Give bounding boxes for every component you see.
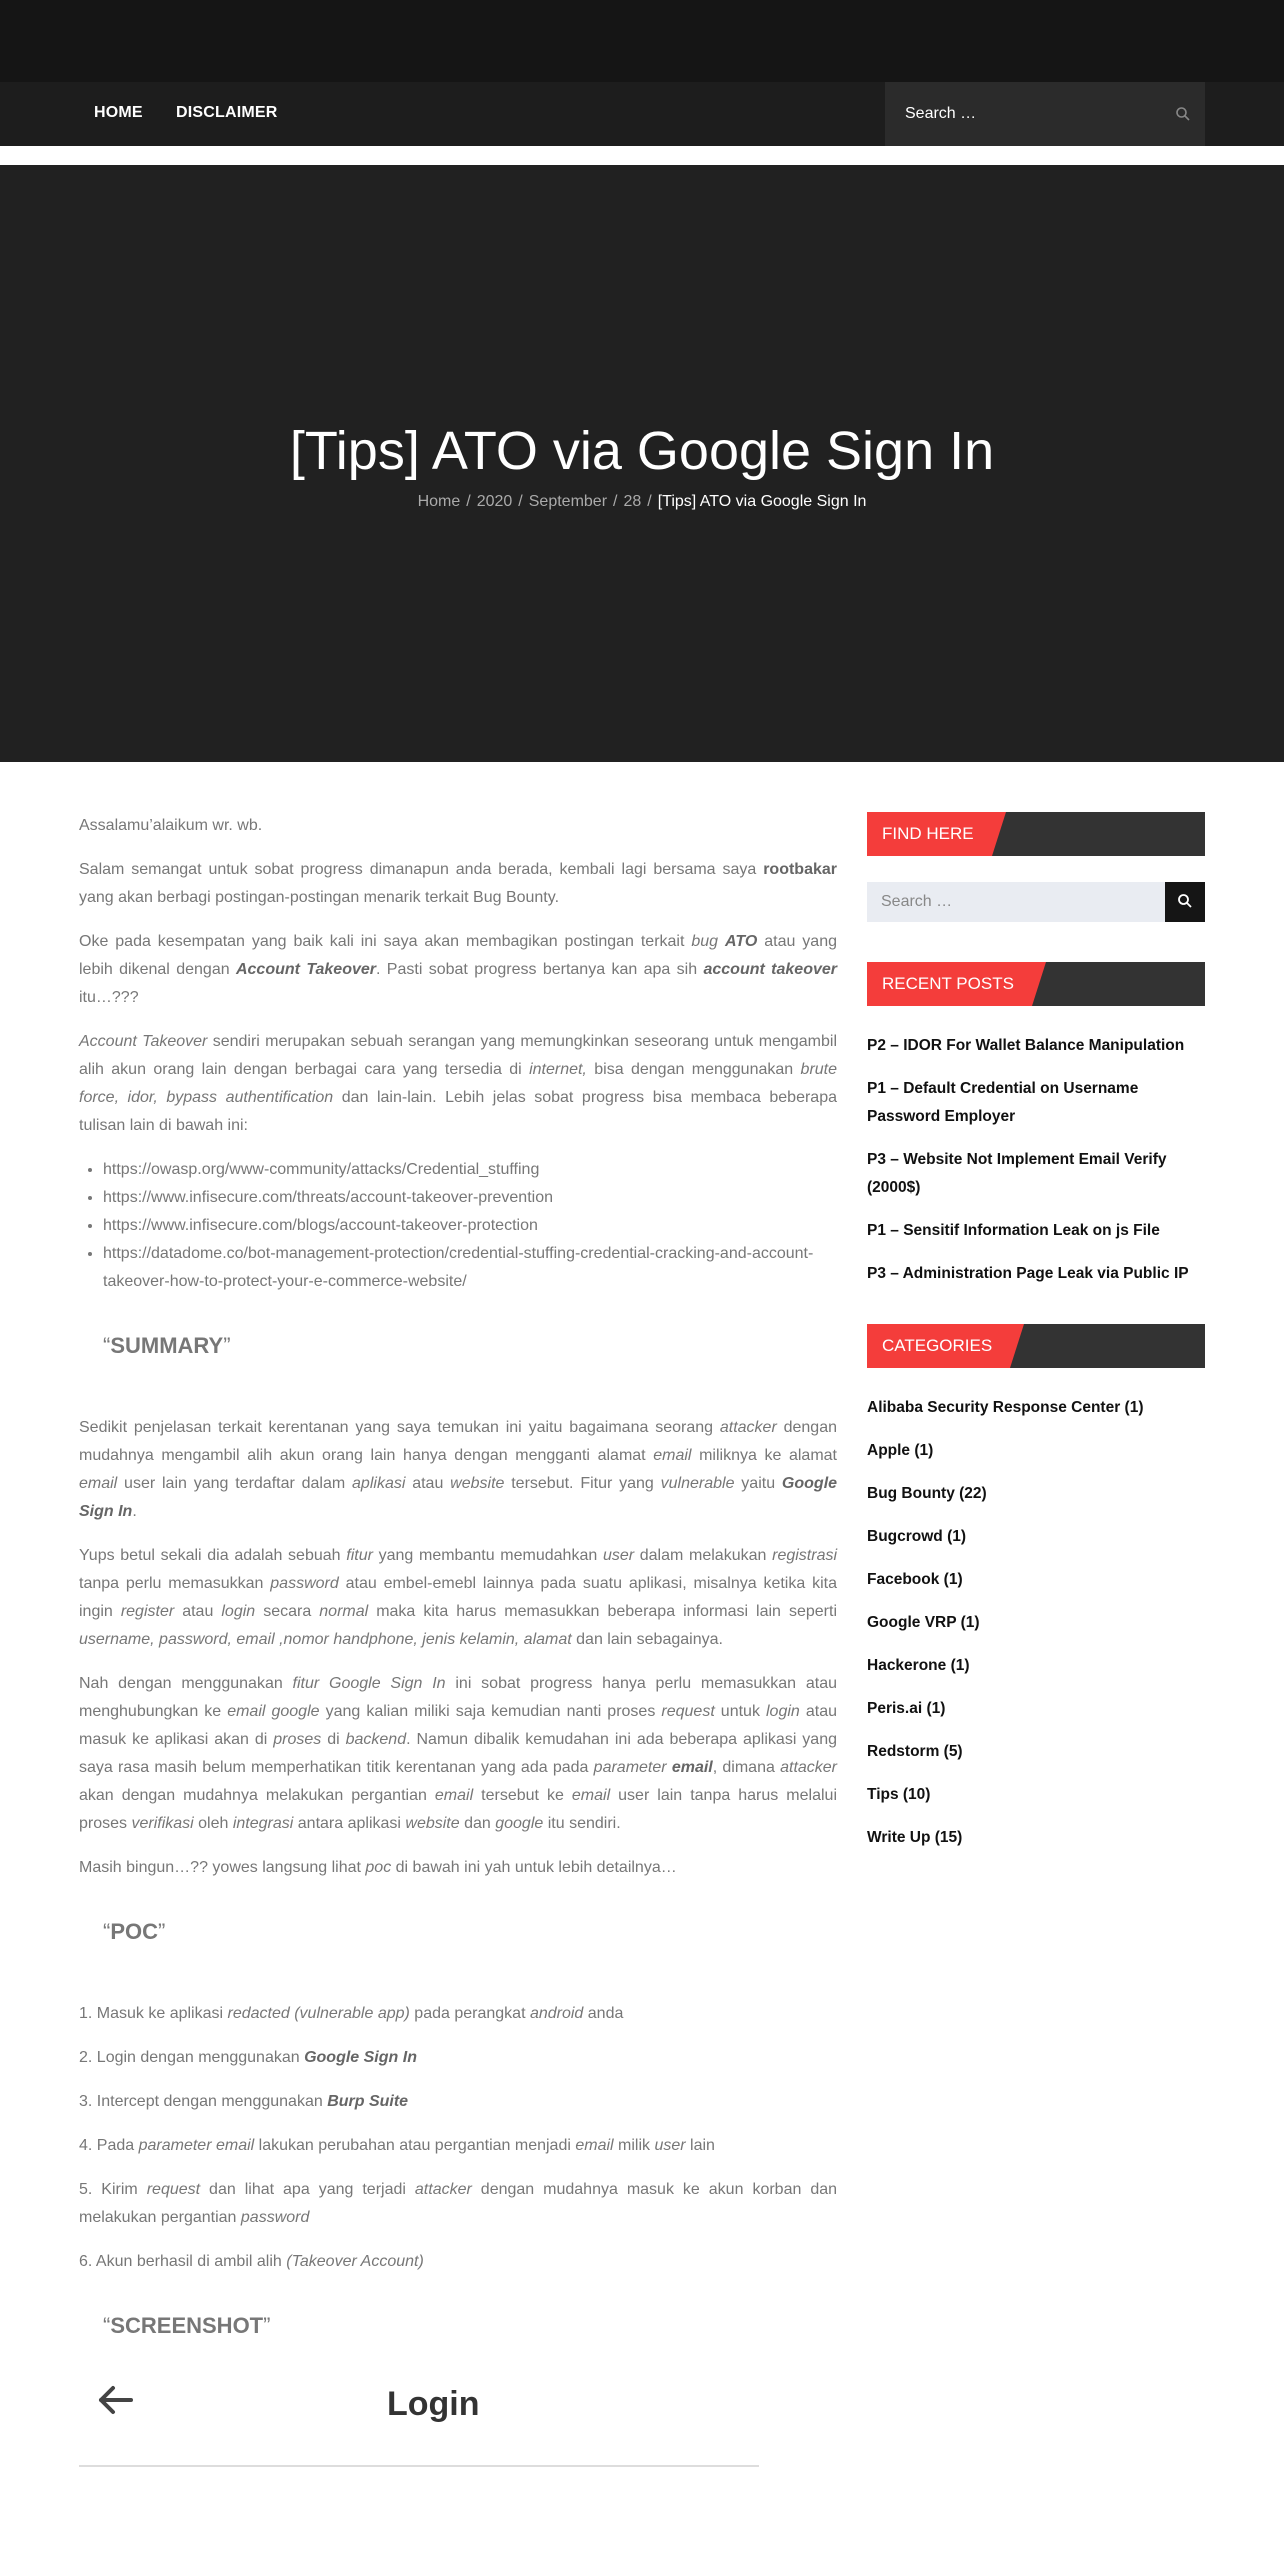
category-link[interactable]: Peris.ai (1) [867,1700,946,1717]
page-header [0,165,1284,762]
category-link[interactable]: Bugcrowd (1) [867,1528,967,1545]
poc-step-4: 4. Pada parameter email lakukan perubahan atau pergantian menjadi email milik user lain [79,2137,715,2154]
poc-step-1: 1. Masuk ke aplikasi redacted (vulnerable app) pada perangkat android anda [79,2005,624,2022]
categories-list [867,1394,1205,1852]
sidebar-search-input[interactable] [867,882,1165,922]
summary-paragraph-3: Nah dengan menggunakan fitur Google Sign In ini sobat progress hanya perlu memasukkan atau menghubungkan ke email google yang kalian miliki saja kemudian nanti proses request untuk login atau masuk ke aplikasi akan di proses di backend. Namun dibalik kemudahan ini ada beberapa aplikasi yang saya rasa masih belum memperhatikan titik kerentanan yang ada pada parameter email, dimana attacker akan dengan mudahnya melakukan pergantian email tersebut ke email user lain tanpa harus melalui proses verifikasi oleh integrasi antara aplikasi website dan google itu sendiri. [79,1675,838,1832]
sidebar [867,812,1205,1867]
reference-link[interactable]: • https://datadome.co/bot-management-protection/credential-stuffing-credential-cracking-and-account-takeover-how-to-protect-your-e-commerce-website/ [103,1240,837,1296]
breadcrumb-month[interactable]: September [528,493,608,510]
reference-link[interactable]: • https://www.infisecure.com/threats/account-takeover-prevention [103,1184,837,1212]
category-link[interactable]: Write Up (15) [867,1829,963,1846]
summary-paragraph-4: Masih bingun…?? yowes langsung lihat poc di bawah ini yah untuk lebih detailnya… [79,1859,677,1876]
find-widget-title: FIND HERE [867,812,992,856]
category-link[interactable]: Redstorm (5) [867,1743,963,1760]
top-bar [0,0,1284,82]
category-link[interactable]: Facebook (1) [867,1571,963,1588]
poc-step-5: 5. Kirim request dan lihat apa yang terjadi attacker dengan mudahnya masuk ke akun korban dan melakukan pergantian password [79,2181,838,2226]
find-widget-header [867,812,1205,856]
back-arrow-icon [95,2380,135,2430]
screenshot-login-title: Login [387,2385,480,2423]
reference-link[interactable]: • https://www.infisecure.com/blogs/account-takeover-protection [103,1212,837,1240]
recent-posts-list [867,1032,1205,1288]
recent-post-link[interactable]: P1 – Default Credential on Username Password Employer [867,1080,1139,1125]
screenshot-heading: “SCREENSHOT” [103,2313,271,2338]
poc-step-2: 2. Login dengan menggunakan Google Sign In [79,2049,417,2066]
breadcrumb-home[interactable]: Home [417,493,461,510]
search-icon[interactable] [1175,106,1191,127]
reference-list [103,1156,837,1296]
breadcrumb-current: [Tips] ATO via Google Sign In [657,493,867,510]
topic-paragraph: Oke pada kesempatan yang baik kali ini saya akan membagikan postingan terkait bug ATO atau yang lebih dikenal dengan Account Takeover. Pasti sobat progress bertanya kan apa sih account takeover itu…??? [79,933,838,1006]
category-link[interactable]: Apple (1) [867,1442,934,1459]
article-content [79,812,837,2480]
recent-posts-header [867,962,1205,1006]
page-title: [Tips] ATO via Google Sign In [289,421,995,481]
summary-paragraph-2: Yups betul sekali dia adalah sebuah fitur yang membantu memudahkan user dalam melakukan registrasi tanpa perlu memasukkan password atau embel-emebl lainnya pada suatu aplikasi, misalnya ketika kita ingin register atau login secara normal maka kita harus memasukkan beberapa informasi lain seperti username, password, email ,nomor handphone, jenis kelamin, alamat dan lain sebagainya. [79,1547,838,1648]
category-link[interactable]: Tips (10) [867,1786,931,1803]
screenshot-image [79,2360,759,2480]
recent-post-link[interactable]: P2 – IDOR For Wallet Balance Manipulation [867,1037,1185,1054]
summary-paragraph-1: Sedikit penjelasan terkait kerentanan yang saya temukan ini yaitu bagaimana seorang attacker dengan mudahnya mengambil alih akun orang lain hanya dengan mengganti alamat email miliknya ke alamat email user lain yang terdaftar dalam aplikasi atau website tersebut. Fitur yang vulnerable yaitu Google Sign In. [79,1419,838,1520]
categories-title: CATEGORIES [867,1324,1010,1368]
poc-step-6: 6. Akun berhasil di ambil alih (Takeover Account) [79,2253,424,2270]
poc-heading: “POC” [103,1919,166,1944]
search-icon [1177,893,1193,909]
category-link[interactable]: Bug Bounty (22) [867,1485,987,1502]
poc-step-3: 3. Intercept dengan menggunakan Burp Suite [79,2093,409,2110]
sidebar-search [867,882,1205,922]
categories-header [867,1324,1205,1368]
breadcrumb: Home / 2020 / September / 28 / [Tips] ATO via Google Sign In [417,493,867,510]
breadcrumb-day[interactable]: 28 [623,493,642,510]
screenshot-divider [79,2465,759,2467]
breadcrumb-year[interactable]: 2020 [476,493,513,510]
intro-paragraph: Salam semangat untuk sobat progress dimanapun anda berada, kembali lagi bersama saya rootbakar yang akan berbagi postingan-postingan menarik terkait Bug Bounty. [79,861,837,906]
category-link[interactable]: Hackerone (1) [867,1657,970,1674]
recent-post-link[interactable]: P3 – Website Not Implement Email Verify (2000$) [867,1151,1167,1196]
sidebar-search-button[interactable] [1165,882,1205,922]
summary-heading: “SUMMARY” [103,1333,231,1358]
category-link[interactable]: Alibaba Security Response Center (1) [867,1399,1144,1416]
reference-link[interactable]: • https://owasp.org/www-community/attacks/Credential_stuffing [103,1156,837,1184]
recent-post-link[interactable]: P3 – Administration Page Leak via Public IP [867,1265,1189,1282]
category-link[interactable]: Google VRP (1) [867,1614,980,1631]
nav-home-link[interactable]: HOME [94,104,143,121]
recent-posts-title: RECENT POSTS [867,962,1032,1006]
nav-search-box [885,82,1205,146]
recent-post-link[interactable]: P1 – Sensitif Information Leak on js File [867,1222,1160,1239]
definition-paragraph: Account Takeover sendiri merupakan sebuah serangan yang memungkinkan seseorang untuk mengambil alih akun orang lain dengan berbagai cara yang tersedia di internet, bisa dengan menggunakan brute force, idor, bypass authentification dan lain-lain. Lebih jelas sobat progress bisa membaca beberapa tulisan lain di bawah ini: [79,1033,838,1134]
greeting: Assalamu’alaikum wr. wb. [79,817,263,834]
nav-disclaimer-link[interactable]: DISCLAIMER [176,104,278,121]
nav-search-input[interactable] [885,82,1145,146]
